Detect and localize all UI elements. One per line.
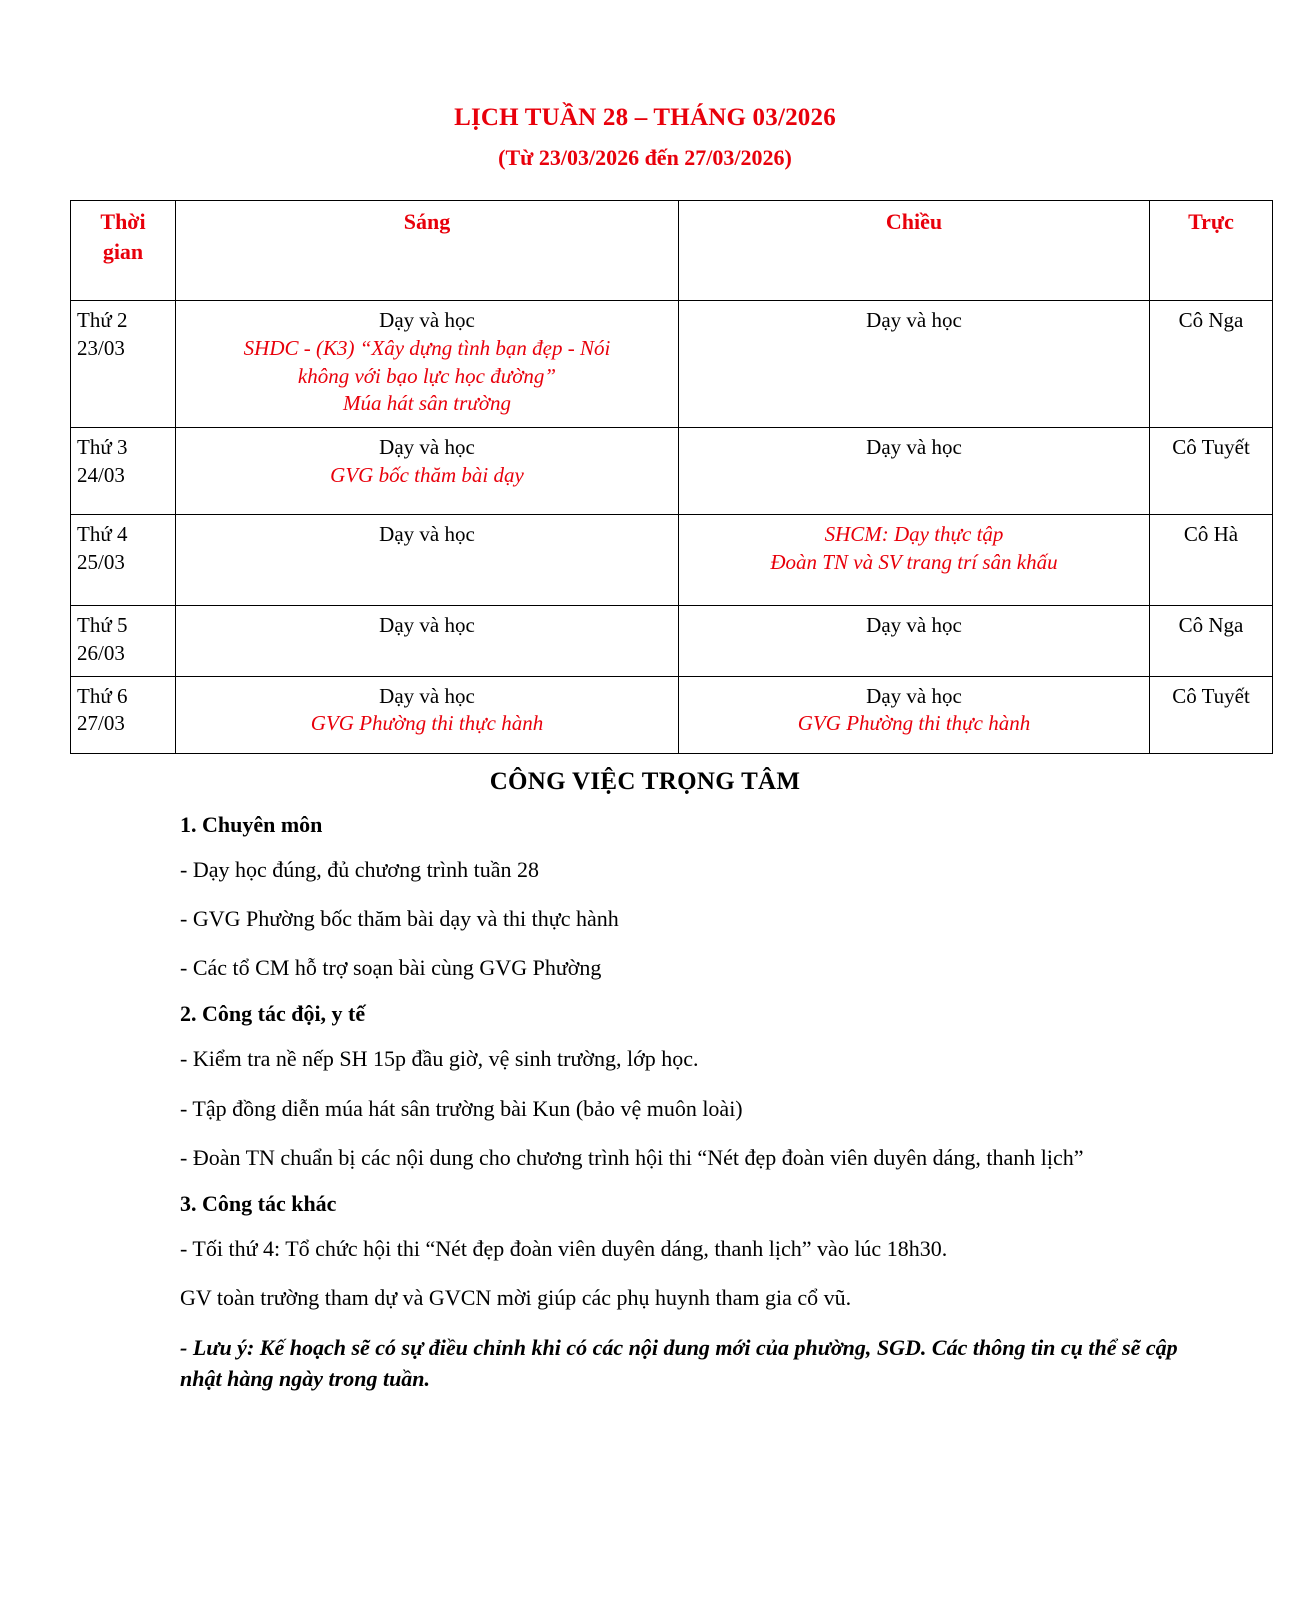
cell-time: [71, 515, 176, 606]
date-label: 26/03: [77, 641, 125, 666]
date-label: 25/03: [77, 550, 125, 575]
column-header-time: [71, 201, 176, 301]
afternoon-main-text: Dạy và học: [866, 683, 962, 708]
table-header-row: [71, 201, 1273, 301]
cell-afternoon: [679, 301, 1150, 428]
table-row: [71, 428, 1273, 515]
cell-morning: [176, 301, 679, 428]
important-note: - Lưu ý: Kế hoạch sẽ có sự điều chỉnh khi có các nội dung mới của phường, SGD. Các thông tin cụ thể sẽ cập nhật hàng ngày trong tuần.: [180, 1334, 1178, 1391]
section-1-item-2: - GVG Phường bốc thăm bài dạy và thi thực hành: [180, 906, 619, 931]
morning-main-text: Dạy và học: [379, 522, 475, 547]
column-header-morning: Sáng: [176, 201, 679, 301]
cell-duty: Cô Nga: [1150, 301, 1273, 428]
key-tasks-section: [70, 754, 1220, 1394]
section-3-item-2: GV toàn trường tham dự và GVCN mời giúp các phụ huynh tham gia cổ vũ.: [180, 1285, 852, 1311]
cell-time: [71, 428, 176, 515]
page-title: LỊCH TUẦN 28 – THÁNG 03/2026: [454, 104, 836, 131]
date-label: 23/03: [77, 336, 125, 361]
cell-duty: Cô Hà: [1150, 515, 1273, 606]
section-2-item-1: - Kiểm tra nề nếp SH 15p đầu giờ, vệ sinh trường, lớp học.: [180, 1046, 699, 1072]
cell-afternoon: [679, 606, 1150, 676]
day-label: Thứ 5: [77, 613, 128, 638]
section-2-item-2: - Tập đồng diễn múa hát sân trường bài Kun (bảo vệ muôn loài): [180, 1095, 743, 1121]
cell-time: [71, 606, 176, 676]
section-3-heading: 3. Công tác khác: [180, 1191, 337, 1217]
table-row: [71, 301, 1273, 428]
date-label: 27/03: [77, 711, 125, 736]
afternoon-note-line-1: GVG Phường thi thực hành: [797, 711, 1031, 736]
cell-afternoon: [679, 676, 1150, 753]
section-1-heading: 1. Chuyên môn: [180, 811, 323, 837]
cell-morning: [176, 515, 679, 606]
column-header-time-line2: gian: [102, 238, 144, 264]
morning-main-text: Dạy và học: [379, 308, 475, 333]
day-label: Thứ 6: [77, 683, 128, 708]
afternoon-main-text: Dạy và học: [866, 613, 962, 638]
cell-afternoon: [679, 428, 1150, 515]
table-row: [71, 606, 1273, 676]
afternoon-note-line-1: SHCM: Dạy thực tập: [824, 522, 1004, 547]
morning-note-line-3: Múa hát sân trường: [343, 391, 511, 416]
table-body: [71, 301, 1273, 753]
day-label: Thứ 2: [77, 308, 128, 333]
afternoon-note-line-2: Đoàn TN và SV trang trí sân khấu: [770, 550, 1058, 575]
day-label: Thứ 3: [77, 435, 128, 460]
weekly-schedule-table: [70, 200, 1273, 754]
cell-time: [71, 676, 176, 753]
column-header-time-line1: Thời: [100, 209, 146, 235]
cell-morning: [176, 676, 679, 753]
table-header: [71, 201, 1273, 301]
cell-duty: Cô Nga: [1150, 606, 1273, 676]
cell-morning: [176, 428, 679, 515]
morning-note-line-1: GVG Phường thi thực hành: [310, 711, 544, 736]
morning-note-line-2: không với bạo lực học đường”: [297, 363, 557, 388]
morning-main-text: Dạy và học: [379, 683, 475, 708]
table-row: [71, 676, 1273, 753]
section-1-item-1: - Dạy học đúng, đủ chương trình tuần 28: [180, 856, 539, 882]
tasks-heading: CÔNG VIỆC TRỌNG TÂM: [489, 767, 801, 795]
morning-main-text: Dạy và học: [379, 435, 475, 460]
afternoon-main-text: Dạy và học: [866, 308, 962, 333]
cell-duty: Cô Tuyết: [1150, 428, 1273, 515]
cell-morning: [176, 606, 679, 676]
afternoon-main-text: Dạy và học: [866, 435, 962, 460]
day-label: Thứ 4: [77, 522, 128, 547]
section-3-item-1: - Tối thứ 4: Tổ chức hội thi “Nét đẹp đoàn viên duyên dáng, thanh lịch” vào lúc 18h30.: [180, 1236, 948, 1262]
section-2-item-3: - Đoàn TN chuẩn bị các nội dung cho chương trình hội thi “Nét đẹp đoàn viên duyên dáng, thanh lịch”: [180, 1144, 1084, 1170]
cell-time: [71, 301, 176, 428]
date-label: 24/03: [77, 463, 125, 488]
morning-note-line-1: SHDC - (K3) “Xây dựng tình bạn đẹp - Nói: [243, 336, 611, 361]
section-1-item-3: - Các tổ CM hỗ trợ soạn bài cùng GVG Phường: [180, 955, 602, 981]
morning-note-line-1: GVG bốc thăm bài dạy: [330, 463, 524, 488]
cell-afternoon: [679, 515, 1150, 606]
section-2-heading: 2. Công tác đội, y tế: [180, 1001, 366, 1027]
morning-main-text: Dạy và học: [379, 613, 475, 638]
column-header-afternoon: Chiều: [679, 201, 1150, 301]
table-row: [71, 515, 1273, 606]
page-subtitle: (Từ 23/03/2026 đến 27/03/2026): [498, 145, 792, 171]
cell-duty: Cô Tuyết: [1150, 676, 1273, 753]
column-header-duty: Trực: [1150, 201, 1273, 301]
